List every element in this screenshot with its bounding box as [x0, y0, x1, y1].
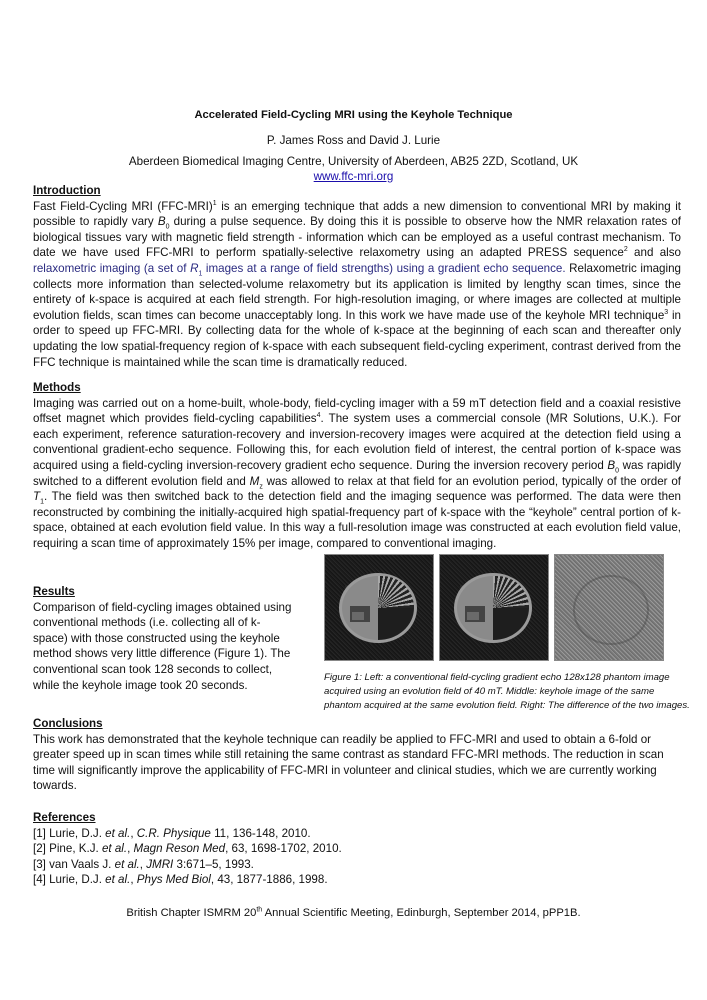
conclusions-text: This work has demonstrated that the keyhole technique can readily be applied to FFC-MRI and used to obtain a 6-fold or greater speed up in scan times while still retaining the same contrast as standard FFC-MRI methods. The reduction in scan time will significantly improve the applicability of FFC-MRI in volunteer and clinical studies, which we are currently working towards.: [33, 732, 664, 793]
results-text: Comparison of field-cycling images obtained using conventional methods (i.e. collecting all of k-space) with those constructed using the keyhole method shows very little difference (Figure 1). The conventional scan took 128 seconds to collect, while the keyhole image took 20 seconds.: [33, 600, 292, 692]
introduction-heading: Introduction: [33, 184, 101, 197]
paper-title: Accelerated Field-Cycling MRI using the Keyhole Technique: [194, 109, 513, 121]
website-link-container: [0, 170, 707, 183]
reference-item: [1] Lurie, D.J. et al., C.R. Physique 11, 136-148, 2010.: [33, 826, 311, 840]
figure-caption: Figure 1: Left: a conventional field-cycling gradient echo 128x128 phantom image acquired using an evolution field of 40 mT. Middle: keyhole image of the same phantom acquired at the same evolution field. Right: The difference of the two images.: [324, 672, 690, 711]
figure-1: [324, 554, 696, 713]
phantom-shape: [339, 573, 417, 643]
affiliation: Aberdeen Biomedical Imaging Centre, University of Aberdeen, AB25 2ZD, Scotland, UK: [128, 155, 579, 168]
conference-footer: British Chapter ISMRM 20th Annual Scientific Meeting, Edinburgh, September 2014, pPP1B.: [126, 906, 581, 919]
reference-item: [4] Lurie, D.J. et al., Phys Med Biol, 43, 1877-1886, 1998.: [33, 873, 328, 887]
highlighted-text: relaxometric imaging (a set of $R_1$ images at a range of field strengths) using a gradient echo sequence.: [33, 261, 566, 278]
methods-section: [33, 380, 681, 552]
website-link[interactable]: www.ffc-mri.org: [313, 170, 394, 183]
methods-heading: Methods: [33, 381, 81, 394]
conclusions-section: [33, 716, 681, 794]
keyhole-image: [439, 554, 549, 661]
conventional-image: [324, 554, 434, 661]
reference-item: [3] van Vaals J. et al., JMRI 3:671–5, 1993.: [33, 857, 254, 871]
results-heading: Results: [33, 585, 75, 598]
methods-text: Imaging was carried out on a home-built, whole-body, field-cycling imager with a 59 mT detection field and a coaxial resistive offset magnet which provides field-cycling capabilities$^4$. The system uses a commercial console (MR Solutions, U.K.). For each experiment, reference saturation-recovery and inversion-recovery images were acquired at the detection field using a conventional gradient-echo sequence. Following this, for each evolution field of interest, the central portion of k-space was acquired using a field-cycling inversion-recovery gradient echo sequence. During the inversion recovery period $B_0$ was rapidly switched to a different evolution field and $M_z$ was allowed to relax at that field for an evolution period, typically of the order of $T_1$. The field was then switched back to the detection field and the imaging sequence was performed. The data were then reconstructed by combining the initially-acquired high spatial-frequency part of k-space with the “keyhole” central portion of k-space, obtained at each evolution field value. In this way a full-resolution image was constructed at each evolution field value, requiring a scan time of approximately 15% per image, compared to conventional imaging.: [33, 396, 682, 550]
references-section: [33, 810, 681, 888]
figure-panels: [324, 554, 696, 661]
reference-item: [2] Pine, K.J. et al., Magn Reson Med, 63, 1698-1702, 2010.: [33, 842, 342, 856]
phantom-shape: [454, 573, 532, 643]
introduction-text: Fast Field-Cycling MRI $(FFC-MRI)^1$ is an emerging technique that adds a new dimension to conventional MRI by making it possible to rapidly vary $B_0$ during a pulse sequence. By doing this it is possible to observe how the NMR relaxation rates of biological tissues vary with magnetic field strength - information which can be employed as a useful contrast mechanism. To date we have used FFC-MRI to perform spatially-selective relaxometry using an adapted PRESS sequence$^2$ and also relaxometric imaging (a set of $R_1$ images at a range of field strengths) using a gradient echo sequence. Relaxometric imaging collects more information than selected-volume relaxometry but its application is limited by lengthy scan times, since the entirety of k-space is acquired at each field strength. For high-resolution imaging, or where images are collected at multiple evolution fields, scan times can become unacceptably long. In this work we have made use of the keyhole MRI technique$^3$ in order to speed up FFC-MRI. By collecting data for the whole of k-space at the beginning of each scan and thereafter only updating the low spatial-frequency region of k-space with each subsequent field-cycling experiment, contrast derived from the FFC technique is maintained while the scan time is dramatically reduced.: [33, 199, 682, 369]
introduction-section: [33, 183, 681, 370]
difference-image: [554, 554, 664, 661]
conclusions-heading: Conclusions: [33, 717, 103, 730]
references-heading: References: [33, 811, 96, 824]
results-section: [33, 584, 295, 693]
authors: P. James Ross and David J. Lurie: [266, 134, 441, 147]
